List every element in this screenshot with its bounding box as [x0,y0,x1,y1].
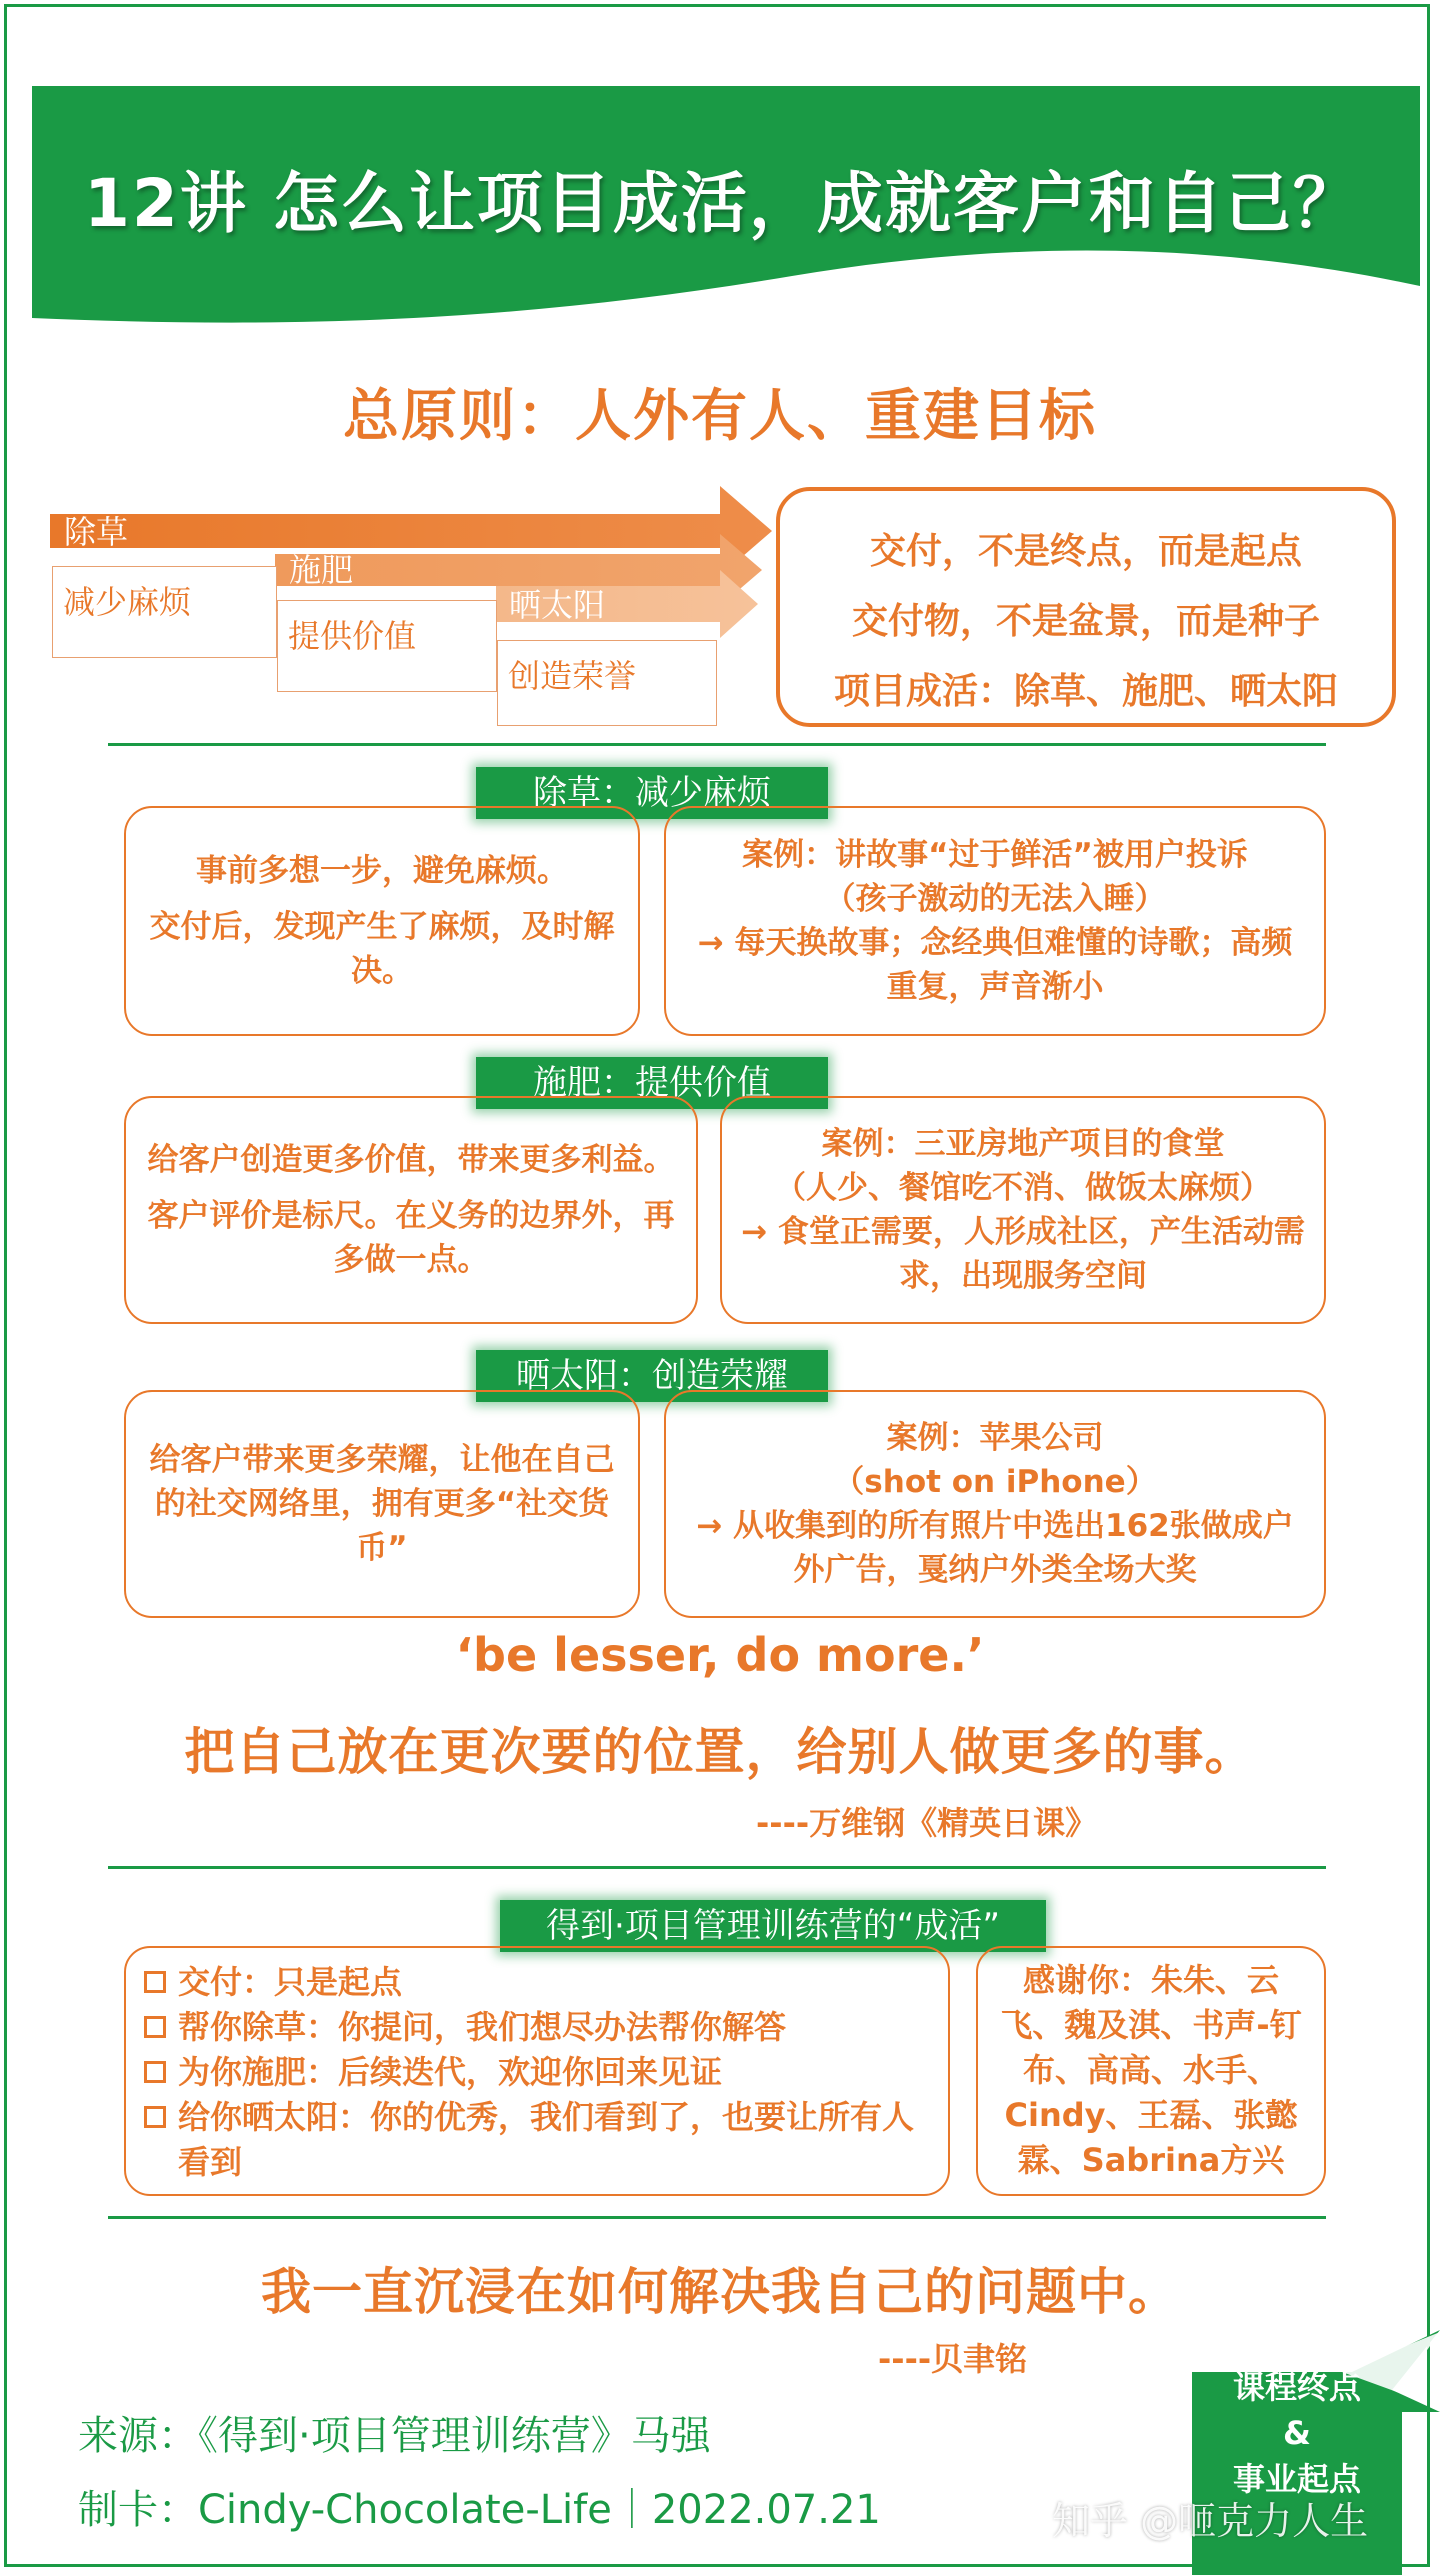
chinese-quote: 把自己放在更次要的位置，给别人做更多的事。 [184,1723,1256,1781]
end-badge-line: & [1283,2414,1311,2452]
summary-line: 项目成活：除草、施肥、晒太阳 [833,671,1338,712]
checklist-item [144,2050,930,2095]
case-title: 案例：苹果公司 [886,1420,1104,1456]
step-box-reduce-trouble: 减少麻烦 [52,566,277,658]
section-fertilize-case [720,1096,1326,1324]
watermark: 知乎 @咂克力人生 [1052,2499,1369,2543]
page-title: 12讲 怎么让项目成活，成就客户和自己？ [84,165,1361,242]
quote-attribution: ----万维钢《精英日课》 [756,1804,1098,1842]
checklist-item-text: 为你施肥：后续迭代，欢迎你回来见证 [178,2053,723,2091]
camp-checklist [124,1946,950,2196]
checklist-item-text: 交付：只是起点 [178,1963,403,2001]
principle-text: 给客户带来更多荣耀，让他在自己的社交网络里，拥有更多“社交货币” [149,1442,615,1566]
end-badge-text [1192,2364,1402,2502]
section-weeding-case [664,806,1326,1036]
principle-heading: 总原则：人外有人、重建目标 [343,384,1097,449]
section-sunshine-case [664,1390,1326,1618]
checklist-item [144,1960,930,2005]
section-label-camp: 得到·项目管理训练营的“成活” [500,1900,1046,1952]
case-detail: （人少、餐馆吃不消、做饭太麻烦） [775,1170,1271,1206]
english-quote: ‘be lesser, do more.’ [455,1628,985,1682]
section-fertilize-principle [124,1096,698,1324]
maker-line: 制卡：Cindy-Chocolate-Life｜2022.07.21 [78,2487,881,2533]
case-result: → 从收集到的所有照片中选出162张做成户外广告，戛纳户外类全场大奖 [696,1508,1294,1588]
checklist-item-text: 给你晒太阳：你的优秀，我们看到了，也要让所有人看到 [178,2098,915,2181]
summary-box [776,487,1396,727]
case-title: 案例：讲故事“过于鲜活”被用户投诉 [742,837,1248,873]
section-sunshine-principle [124,1390,640,1618]
step-box-create-honor: 创造荣誉 [497,640,717,726]
checkbox-icon [144,1971,166,1993]
summary-line: 交付，不是终点，而是起点 [869,531,1302,572]
step-bar-weeding: 除草 [64,513,129,551]
case-detail: （孩子激动的无法入睡） [824,881,1166,917]
section-label-sunshine: 晒太阳：创造荣耀 [476,1350,828,1402]
thanks-box: 感谢你：朱朱、云飞、魏及淇、书声-钉布、高高、水手、Cindy、王磊、张懿霖、Sabrina方兴 [976,1946,1326,2196]
case-title: 案例：三亚房地产项目的食堂 [821,1126,1225,1162]
checkbox-icon [144,2061,166,2083]
step-bar-sunshine: 晒太阳 [509,586,606,624]
step-box-provide-value: 提供价值 [277,600,497,692]
section-weeding-principle [124,806,640,1036]
divider [108,2216,1326,2219]
principle-text: 客户评价是标尺。在义务的边界外，再多做一点。 [147,1198,675,1278]
checklist-item [144,2005,930,2050]
checklist-item [144,2095,930,2185]
step-bar-fertilize: 施肥 [289,551,354,589]
checklist-item-text: 帮你除草：你提问，我们想尽办法帮你解答 [178,2008,787,2046]
section-label-weeding: 除草：减少麻烦 [476,767,828,819]
end-badge-line: 课程终点 [1232,2368,1361,2406]
divider [108,1866,1326,1869]
case-result: → 食堂正需要，人形成社区，产生活动需求，出现服务空间 [741,1214,1305,1294]
case-result: → 每天换故事；念经典但难懂的诗歌；高频重复，声音渐小 [697,925,1293,1005]
checkbox-icon [144,2106,166,2128]
checkbox-icon [144,2016,166,2038]
summary-line: 交付物，不是盆景，而是种子 [851,601,1320,642]
principle-text: 给客户创造更多价值，带来更多利益。 [147,1142,675,1178]
principle-text: 事前多想一步，避免麻烦。 [196,853,568,889]
divider [108,743,1326,746]
end-badge-line: 事业起点 [1232,2460,1361,2498]
case-detail: （shot on iPhone） [833,1464,1157,1500]
section-label-fertilize: 施肥：提供价值 [476,1057,828,1109]
principle-text: 交付后，发现产生了麻烦，及时解决。 [149,909,615,989]
source-line: 来源：《得到·项目管理训练营》马强 [78,2413,711,2459]
title-banner [32,86,1420,326]
final-quote-attribution: ----贝聿铭 [878,2340,1028,2378]
final-quote: 我一直沉浸在如何解决我自己的问题中。 [261,2263,1179,2321]
